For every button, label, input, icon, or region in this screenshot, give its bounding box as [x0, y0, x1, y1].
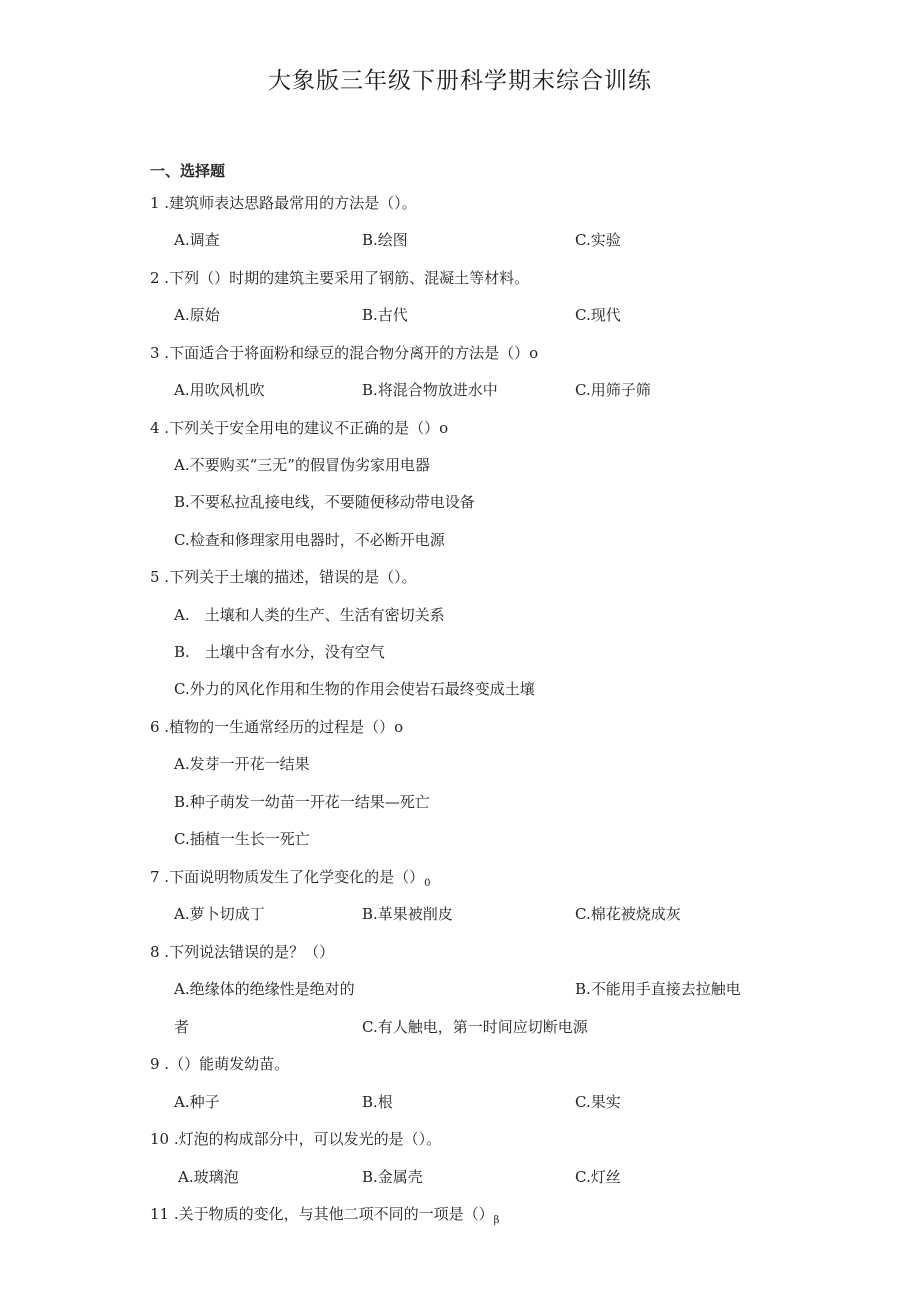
option-9b: B.根	[362, 1093, 393, 1111]
option-10b: B.金属壳	[362, 1168, 423, 1186]
option-6b: B.种子萌发一幼苗一开花一结果—死亡	[174, 793, 430, 811]
option-4a: A.不要购买“三无”的假冒伪劣家用电器	[174, 456, 430, 474]
option-9a: A.种子	[174, 1093, 220, 1111]
option-1c: C.实验	[575, 231, 621, 249]
option-8c: C.有人触电，第一时间应切断电源	[362, 1018, 588, 1036]
option-6a: A.发芽一开花一结果	[174, 755, 310, 773]
question-7	[150, 866, 430, 889]
option-7b: B.革果被削皮	[362, 905, 453, 923]
question-11-text: 11 .关于物质的变化，与其他二项不同的一项是（）	[150, 1205, 494, 1223]
option-7c: C.棉花被烧成灰	[575, 905, 681, 923]
option-8b-continued: 者	[174, 1018, 190, 1036]
option-5a: A. 土壤和人类的生产、生活有密切关系	[174, 606, 445, 624]
option-3c: C.用筛子筛	[575, 381, 651, 399]
section-heading: 一、选择题	[150, 162, 226, 180]
option-6c: C.插植一生长一死亡	[174, 830, 310, 848]
question-2: 2 .下列（）时期的建筑主要采用了钢筋、混凝土等材料。	[150, 269, 530, 287]
option-1a: A.调查	[174, 231, 220, 249]
option-5b: B. 土壤中含有水分，没有空气	[174, 643, 385, 661]
option-5c: C.外力的风化作用和生物的作用会使岩石最终变成土壤	[174, 680, 535, 698]
option-8a: A.绝缘体的绝缘性是绝对的	[174, 980, 355, 998]
option-10a: A.玻璃泡	[178, 1168, 239, 1186]
option-9c: C.果实	[575, 1093, 621, 1111]
option-4b: B.不要私拉乱接电线，不要随便移动带电设备	[174, 493, 475, 511]
question-8: 8 .下列说法错误的是？（）	[150, 943, 335, 961]
option-1b: B.绘图	[362, 231, 408, 249]
question-1: 1 .建筑师表达思路最常用的方法是（）。	[150, 194, 417, 212]
option-4c: C.检查和修理家用电器时，不必断开电源	[174, 531, 445, 549]
option-3a: A.用吹风机吹	[174, 381, 265, 399]
option-2c: C.现代	[575, 306, 621, 324]
question-10: 10 .灯泡的构成部分中，可以发光的是（）。	[150, 1130, 442, 1148]
question-9: 9 .（）能萌发幼苗。	[150, 1055, 290, 1073]
option-10c: C.灯丝	[575, 1168, 621, 1186]
question-7-text: 7 .下面说明物质发生了化学变化的是（）	[150, 868, 425, 886]
option-7a: A.萝卜切成丁	[174, 905, 265, 923]
page-title: 大象版三年级下册科学期末综合训练	[268, 68, 652, 94]
question-4: 4 .下列关于安全用电的建议不正确的是（）o	[150, 419, 449, 437]
question-11	[150, 1203, 499, 1226]
option-8b: B.不能用手直接去拉触电	[575, 980, 741, 998]
question-5: 5 .下列关于土壤的描述，错误的是（）。	[150, 568, 417, 586]
question-6: 6 .植物的一生通常经历的过程是（）o	[150, 718, 404, 736]
question-7-mark: 0	[424, 878, 431, 889]
question-11-mark: β	[493, 1215, 500, 1226]
option-3b: B.将混合物放进水中	[362, 381, 498, 399]
question-3: 3 .下面适合于将面粉和绿豆的混合物分离开的方法是（）o	[150, 344, 539, 362]
option-2a: A.原始	[174, 306, 220, 324]
option-2b: B.古代	[362, 306, 408, 324]
